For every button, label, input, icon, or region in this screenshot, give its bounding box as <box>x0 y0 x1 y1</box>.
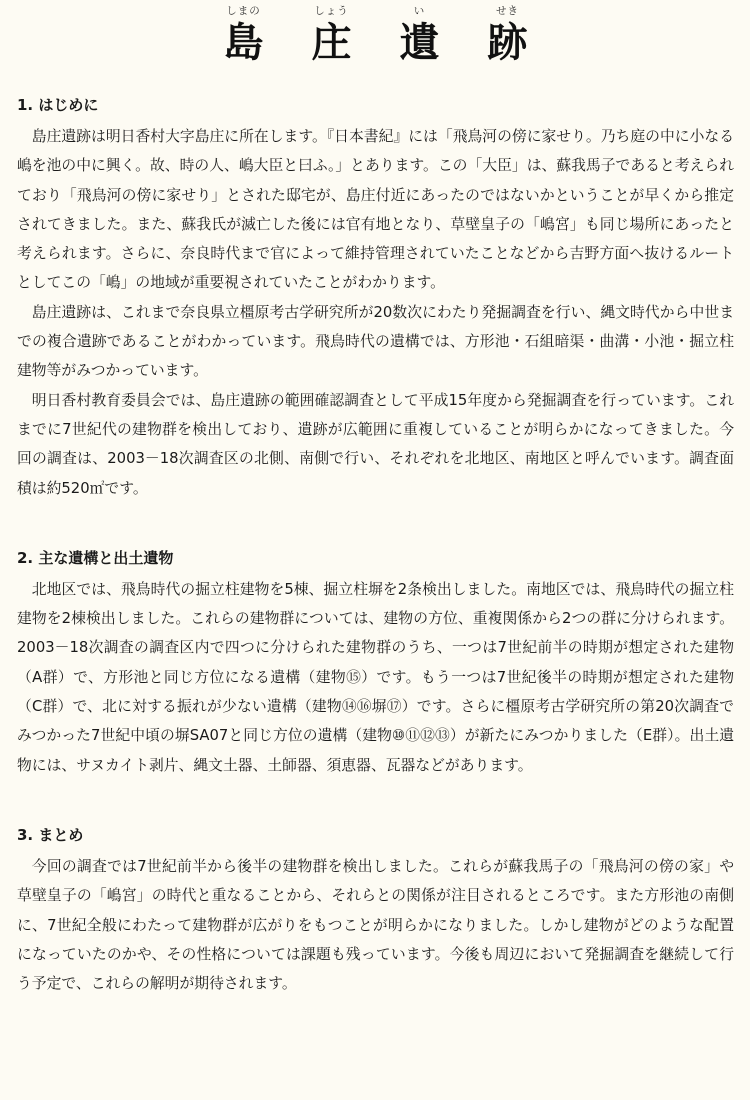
title-char-4 <box>482 4 534 80</box>
section-summary <box>17 822 734 998</box>
title-kanji: 島 <box>223 19 264 66</box>
paragraph: 北地区では、飛鳥時代の掘立柱建物を5棟、掘立柱塀を2条検出しました。南地区では、飛鳥時代の掘立柱建物を2棟検出しました。これらの建物群については、建物の方位、重複関係から2つの群に分けられます。2003－18次調査の調査区内で四つに分けられた建物群のうち、一つは7世紀前半の時期が想定された建物（A群）で、方形池と同じ方位になる遺構（建物⑮）です。もう一つは7世紀後半の時期が想定された建物（C群）で、北に対する振れが少ない遺構（建物⑭⑯塀⑰）です。さらに橿原考古学研究所の第20次調査でみつかった7世紀中頃の塀SA07と同じ方位の遺構（建物⑩⑪⑫⑬）が新たにみつかりました（E群）。出土遺物には、サヌカイト剥片、縄文土器、土師器、須恵器、瓦器などがあります。 <box>17 580 734 774</box>
section-heading: 3. まとめ <box>17 825 84 844</box>
section-heading: 1. はじめに <box>17 96 99 114</box>
title-kanji: 跡 <box>487 19 528 66</box>
paragraph: 明日香村教育委員会では、島庄遺跡の範囲確認調査として平成15年度から発掘調査を行っています。これまでに7世紀代の建物群を検出しており、遺跡が広範囲に重複していることが明らかになってきました。今回の調査は、2003－18次調査区の北側、南側で行い、それぞれを北地区、南地区と呼んでいます。調査面積は約520㎡です。 <box>17 391 734 497</box>
paragraph: 島庄遺跡は、これまで奈良県立橿原考古学研究所が20数次にわたり発掘調査を行い、縄文時代から中世までの複合遺跡であることがわかっています。飛鳥時代の遺構では、方形池・石組暗渠・曲溝・小池・掘立柱建物等がみつかっています。 <box>17 303 734 380</box>
section-main-features <box>17 545 734 780</box>
title-kanji: 遺 <box>399 19 440 66</box>
title-char-2 <box>306 4 358 80</box>
title-ruby: しまの <box>226 5 261 17</box>
page-title <box>17 0 734 80</box>
section-introduction <box>17 92 734 503</box>
title-ruby: せき <box>496 5 519 17</box>
paragraph: 今回の調査では7世紀前半から後半の建物群を検出しました。これらが蘇我馬子の「飛鳥河の傍の家」や草壁皇子の「嶋宮」の時代と重なることから、それらとの関係が注目されるところです。また方形池の南側に、7世紀全般にわたって建物群が広がりをもつことが明らかになりました。しかし建物がどのような配置になっていたのかや、その性格については課題も残っています。今後も周辺において発掘調査を継続して行う予定で、これらの解明が期待されます。 <box>17 857 734 993</box>
title-kanji: 庄 <box>311 19 352 66</box>
title-char-1 <box>218 4 270 80</box>
paragraph: 島庄遺跡は明日香村大字島庄に所在します。『日本書紀』には「飛鳥河の傍に家せり。乃ち庭の中に小なる嶋を池の中に興く。故、時の人、嶋大臣と曰ふ。」とあります。この「大臣」は、蘇我馬子であると考えられており「飛鳥河の傍に家せり」とされた邸宅が、島庄付近にあったのではないかということが早くから推定されてきました。また、蘇我氏が滅亡した後には官有地となり、草壁皇子の「嶋宮」も同じ場所にあったと考えられます。さらに、奈良時代まで官によって維持管理されていたことなどから吉野方面へ抜けるルートとしてこの「嶋」の地域が重要視されていたことがわかります。 <box>17 128 734 292</box>
section-heading: 2. 主な遺構と出土遺物 <box>17 548 174 567</box>
title-ruby: い <box>413 5 426 17</box>
title-char-3 <box>394 4 446 80</box>
title-ruby: しょう <box>314 5 349 17</box>
